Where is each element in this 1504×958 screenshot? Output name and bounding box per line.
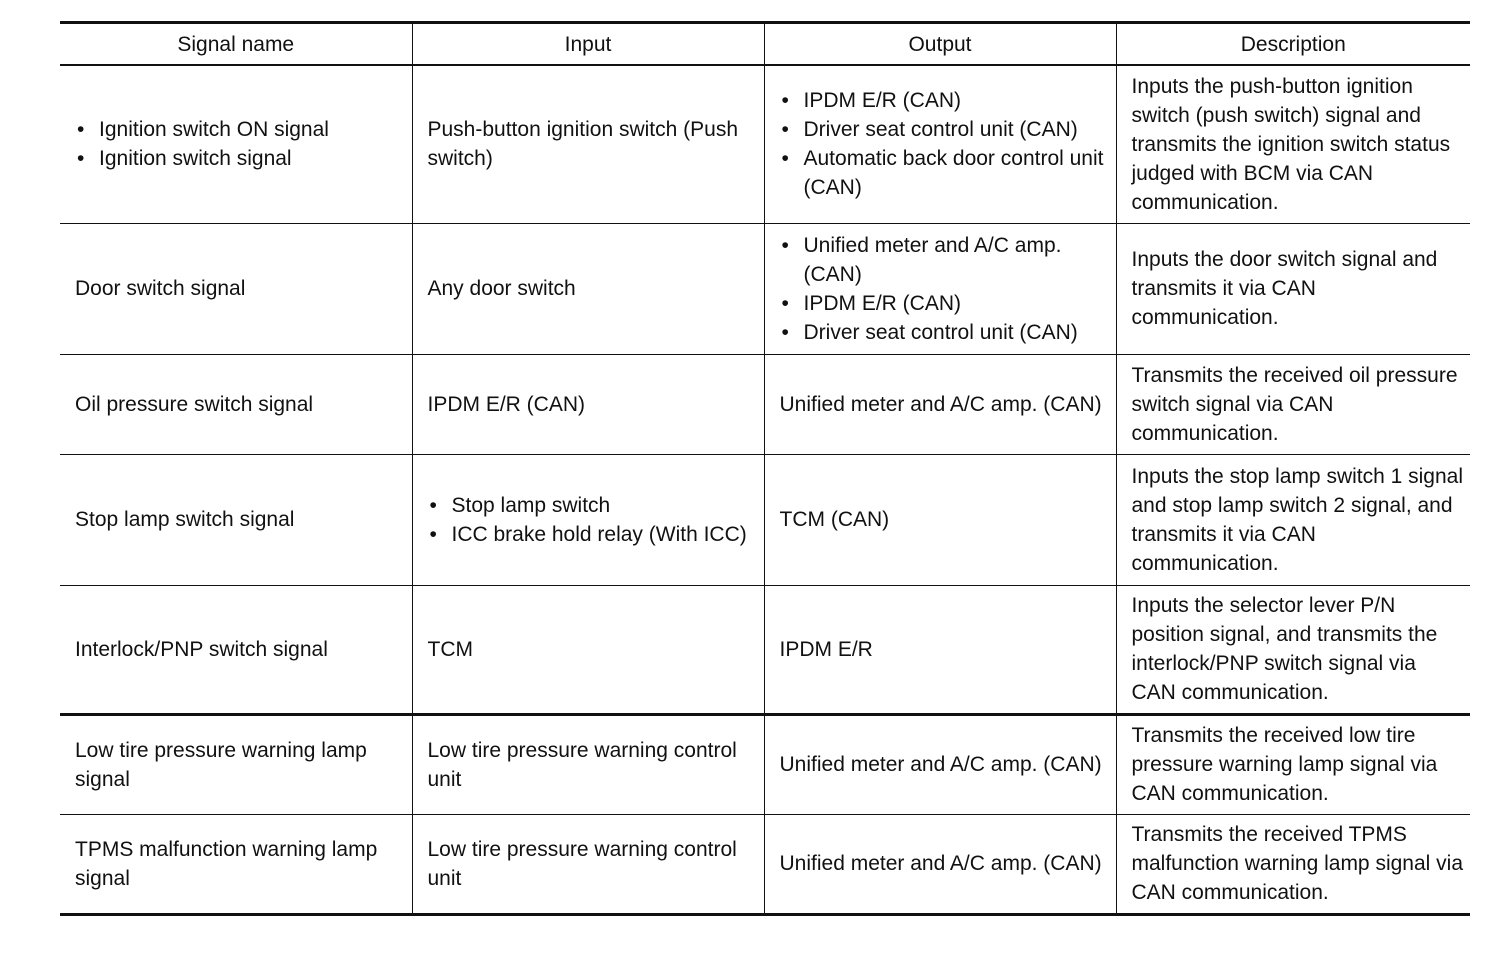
signal-cell: Low tire pressure warning lamp signal (60, 714, 412, 814)
header-input: Input (412, 23, 764, 66)
table-row (60, 354, 1470, 454)
signal-cell: TPMS malfunction warning lamp signal (60, 814, 412, 914)
description-cell: Transmits the received TPMS malfunction warning lamp signal via CAN communication. (1116, 814, 1470, 914)
input-cell: TCM (412, 585, 764, 714)
description-cell: Inputs the door switch signal and transmits it via CAN communication. (1116, 223, 1470, 354)
signal-cell (60, 65, 412, 223)
description-cell: Transmits the received low tire pressure warning lamp signal via CAN communication. (1116, 714, 1470, 814)
output-cell (764, 65, 1116, 223)
list-item: • ICC brake hold relay (With ICC) (428, 520, 758, 549)
table-row (60, 454, 1470, 585)
signal-list (75, 115, 406, 173)
signal-cell: Interlock/PNP switch signal (60, 585, 412, 714)
input-cell: Any door switch (412, 223, 764, 354)
list-item: • Ignition switch ON signal (75, 115, 406, 144)
input-cell: Low tire pressure warning control unit (412, 714, 764, 814)
header-row (60, 23, 1470, 66)
input-cell: Push-button ignition switch (Push switch) (412, 65, 764, 223)
table-row (60, 585, 1470, 714)
description-cell: Inputs the push-button ignition switch (push switch) signal and transmits the ignition switch status judged with BCM via CAN communication. (1116, 65, 1470, 223)
input-list (428, 491, 758, 549)
table-row (60, 65, 1470, 223)
output-cell: Unified meter and A/C amp. (CAN) (764, 354, 1116, 454)
signal-table (60, 21, 1470, 916)
output-list (780, 86, 1110, 202)
list-item: • Driver seat control unit (CAN) (780, 115, 1110, 144)
description-cell: Inputs the stop lamp switch 1 signal and stop lamp switch 2 signal, and transmits it via CAN communication. (1116, 454, 1470, 585)
list-item: • Unified meter and A/C amp. (CAN) (780, 231, 1110, 289)
signal-cell: Oil pressure switch signal (60, 354, 412, 454)
input-cell (412, 454, 764, 585)
output-list (780, 231, 1110, 347)
signal-cell: Stop lamp switch signal (60, 454, 412, 585)
header-description: Description (1116, 23, 1470, 66)
header-signal-name: Signal name (60, 23, 412, 66)
table-row (60, 714, 1470, 814)
header-output: Output (764, 23, 1116, 66)
table-row (60, 814, 1470, 914)
description-cell: Transmits the received oil pressure switch signal via CAN communication. (1116, 354, 1470, 454)
input-cell: Low tire pressure warning control unit (412, 814, 764, 914)
table-row (60, 223, 1470, 354)
list-item: • Automatic back door control unit (CAN) (780, 144, 1110, 202)
list-item: • Driver seat control unit (CAN) (780, 318, 1110, 347)
output-cell (764, 223, 1116, 354)
list-item: • Ignition switch signal (75, 144, 406, 173)
list-item: • Stop lamp switch (428, 491, 758, 520)
list-item: • IPDM E/R (CAN) (780, 289, 1110, 318)
output-cell: IPDM E/R (764, 585, 1116, 714)
list-item: • IPDM E/R (CAN) (780, 86, 1110, 115)
input-cell: IPDM E/R (CAN) (412, 354, 764, 454)
signal-cell: Door switch signal (60, 223, 412, 354)
output-cell: TCM (CAN) (764, 454, 1116, 585)
output-cell: Unified meter and A/C amp. (CAN) (764, 714, 1116, 814)
description-cell: Inputs the selector lever P/N position signal, and transmits the interlock/PNP switch signal via CAN communication. (1116, 585, 1470, 714)
output-cell: Unified meter and A/C amp. (CAN) (764, 814, 1116, 914)
